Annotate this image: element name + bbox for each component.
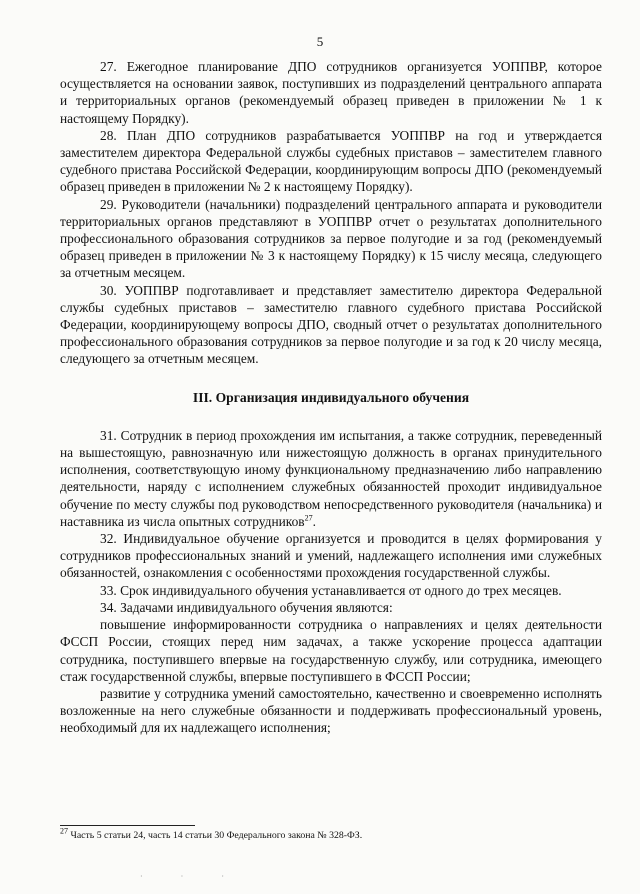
paragraph-31-end: . — [312, 513, 316, 529]
paragraph-31-text: 31. Сотрудник в период прохождения им испытания, а также сотрудник, переведенный на вышестоящую, равнозначную или нижестоящую должность в органах принудительного исполнения, соответствующую иному функциональному предназначению либо направлению деятельности, наряду с исполнением служебных обязанностей проходит индивидуальное обучение по месту службы под руководством непосредственного руководителя (начальника) и наставника из числа опытных сотрудников — [60, 427, 602, 529]
footnote — [60, 826, 602, 842]
paragraph-28: 28. План ДПО сотрудников разрабатывается УОППВР на год и утверждается заместителем директора Федеральной службы судебных приставов – заместителем главного судебного пристава Российской Федерации, координирующим вопросы ДПО (рекомендуемый образец приведен в приложении № 2 к настоящему Порядку). — [60, 127, 602, 195]
footnote-divider — [60, 825, 195, 826]
paragraph-34: 34. Задачами индивидуального обучения являются: — [100, 599, 393, 615]
footnote-reference: 27 — [304, 513, 313, 523]
list-item-awareness: повышение информированности сотрудника о направлениях и целях деятельности ФССП России, стоящих перед ним задачах, а также ускорение процесса адаптации сотрудника, поступившего впервые на государственную службу, или сотрудника, имеющего стаж государственной службы, впервые поступившего в ФССП России; — [60, 617, 602, 684]
paragraph-31 — [60, 427, 602, 530]
paragraph-33: 33. Срок индивидуального обучения устанавливается от одного до трех месяцев. — [100, 582, 562, 598]
footnote-text: Часть 5 статьи 24, часть 14 статьи 30 Федерального закона № 328-ФЗ. — [68, 830, 363, 841]
scan-artifact-dots: · · · — [140, 872, 242, 881]
paragraph-30: 30. УОППВР подготавливает и представляет заместителю директора Федеральной службы судебных приставов – заместителю главного судебного пристава Российской Федерации, координирующему вопросы ДПО, сводный отчет о результатах дополнительного профессионального образования сотрудников за первое полугодие и за год к 20 числу месяца, следующего за отчетным месяцем. — [60, 282, 602, 367]
document-body — [60, 58, 602, 737]
page-number: 5 — [316, 34, 324, 49]
paragraph-32: 32. Индивидуальное обучение организуется и проводится в целях формирования у сотрудников профессиональных знаний и умений, надлежащего исполнения ими служебных обязанностей, ознакомления с особенностями прохождения государственной службы. — [60, 531, 602, 581]
section-heading: III. Организация индивидуального обучения — [192, 389, 470, 405]
footnote-mark: 27 — [60, 826, 68, 836]
paragraph-27: 27. Ежегодное планирование ДПО сотрудников организуется УОППВР, которое осуществляется на основании заявок, поступивших из подразделений центрального аппарата и территориальных органов (рекомендуемый образец приведен в приложении № 1 к настоящему Порядку). — [60, 59, 602, 126]
list-item-skills: развитие у сотрудника умений самостоятельно, качественно и своевременно исполнять возложенные на него служебные обязанности и поддерживать профессиональный уровень, необходимый для их надлежащего исполнения; — [60, 685, 602, 736]
paragraph-29: 29. Руководители (начальники) подразделений центрального аппарата и руководители территориальных органов представляют в УОППВР отчет о результатах дополнительного профессионального образования сотрудников за первое полугодие и за год (рекомендуемый образец приведен в приложении № 3 к настоящему Порядку) к 15 числу месяца, следующего за отчетным месяцем. — [60, 196, 602, 281]
